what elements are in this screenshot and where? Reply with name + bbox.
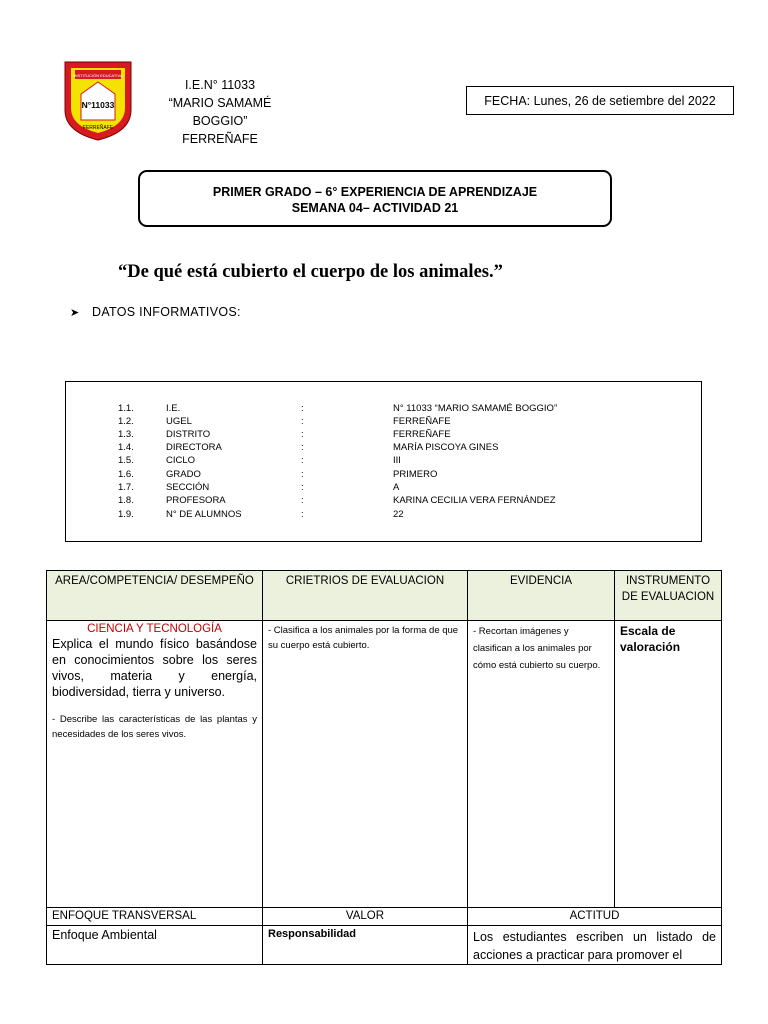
enfoque-cell [47, 926, 263, 965]
header-evidencia: EVIDENCIA [468, 571, 615, 621]
lesson-title: “De qué está cubierto el cuerpo de los animales.” [118, 262, 503, 282]
evidencia-text: - Recortan imágenes y clasifican a los animales por cómo está cubierto su cuerpo. [473, 626, 601, 671]
header-actitud: ACTITUD [468, 908, 722, 926]
datos-informativos-box: 1.1. I.E. : N° 11033 “MARIO SAMAMÉ BOGGIO” 1.2. UGEL : FERREÑAFE 1.3. DISTRITO : FERREÑAFE 1.4. DIRECTORA : MARÍA PISCOYA GINES 1.5. CICLO : III 1.6. GRADO : PRIMERO 1.7. SECCIÓN : A 1.8. PROFESORA : KARINA CECILIA VERA FERNÁNDEZ 1.9. N° DE ALUMNOS : 22 [65, 381, 702, 542]
table-row [47, 926, 722, 965]
evaluation-table [46, 570, 722, 965]
datos-informativos-heading [70, 305, 241, 319]
date-box [466, 86, 734, 115]
datos-label: DATOS INFORMATIVOS: [92, 305, 241, 319]
actitud-text: Los estudiantes escriben un listado de acciones a practicar para promover el [473, 930, 716, 962]
valor-text: Responsabilidad [268, 928, 357, 940]
enfoque-text: Enfoque Ambiental [52, 928, 157, 942]
competencia-text: Explica el mundo físico basándose en conocimientos sobre los seres vivos, materia y energía, biodiversidad, tierra y universo. [52, 637, 257, 699]
svg-text:FERREÑAFE: FERREÑAFE [82, 125, 114, 131]
evidencia-cell [468, 621, 615, 908]
school-ie-number: I.E.N° 11033 [184, 78, 256, 92]
svg-text:N°11033: N°11033 [81, 100, 115, 110]
grade-activity-header [138, 170, 612, 227]
school-crest-logo [63, 60, 133, 142]
school-town: FERREÑAFE [182, 132, 258, 146]
week-activity-line: SEMANA 04– ACTIVIDAD 21 [291, 201, 459, 215]
grade-experience-line: PRIMER GRADO – 6° EXPERIENCIA DE APRENDIZAJE [212, 185, 538, 199]
header-instrumento: INSTRUMENTO DE EVALUACION [615, 571, 722, 621]
table-header-row [47, 571, 722, 621]
instrumento-text: Escala de valoración [620, 624, 681, 654]
criterio-cell [263, 621, 468, 908]
instrumento-cell [615, 621, 722, 908]
header-enfoque: ENFOQUE TRANSVERSAL [47, 908, 263, 926]
arrow-bullet-icon: ➤ [70, 307, 80, 319]
actitud-cell [468, 926, 722, 965]
table-row [47, 621, 722, 908]
header-criterios: CRIETRIOS DE EVALUACION [263, 571, 468, 621]
header-area: AREA/COMPETENCIA/ DESEMPEÑO [47, 571, 263, 621]
criterio-text: - Clasifica a los animales por la forma de que su cuerpo está cubierto. [268, 625, 459, 651]
valor-cell [263, 926, 468, 965]
area-cell [47, 621, 263, 908]
date-text: FECHA: Lunes, 26 de setiembre del 2022 [484, 93, 716, 108]
school-name: “MARIO SAMAMÉ BOGGIO” [168, 96, 272, 128]
enfoque-header-row [47, 908, 722, 926]
header-valor: VALOR [263, 908, 468, 926]
school-name-block [140, 76, 300, 148]
area-name: CIENCIA Y TECNOLOGÍA [87, 623, 222, 635]
svg-text:INSTITUCIÓN EDUCATIVA: INSTITUCIÓN EDUCATIVA [73, 73, 123, 78]
desempeno-text: - Describe las características de las plantas y necesidades de los seres vivos. [52, 714, 257, 740]
